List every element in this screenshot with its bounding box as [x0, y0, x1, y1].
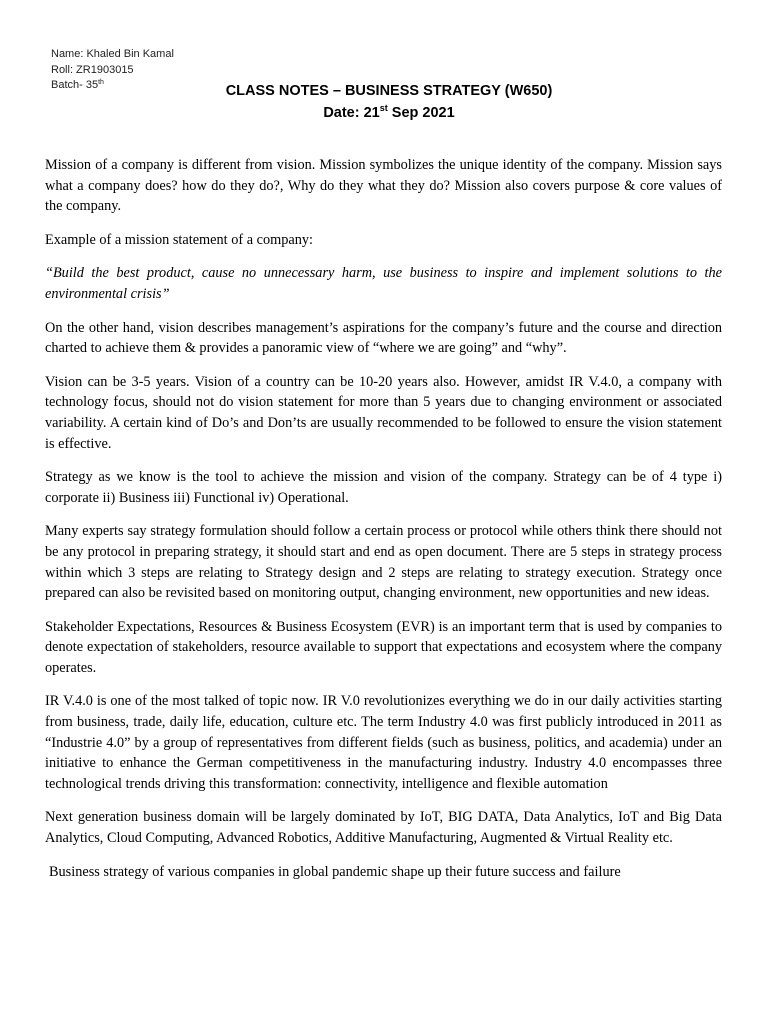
title-line: CLASS NOTES – BUSINESS STRATEGY (W650): [225, 83, 553, 99]
notes-body: [45, 155, 722, 895]
paragraph-vision: On the other hand, vision describes management’s aspirations for the company’s future and the course and direction charted to achieve them & provides a panoramic view of “where we are going” and “why”.: [45, 319, 722, 357]
date-prefix: Date: 21: [323, 105, 380, 121]
paragraph-evr: Stakeholder Expectations, Resources & Business Ecosystem (EVR) is an important term that is used by companies to denote expectation of stakeholders, resource available to support that expectations and ecosystem where the company operates.: [45, 618, 722, 676]
paragraph-industry-4: IR V.4.0 is one of the most talked of topic now. IR V.0 revolutionizes everything we do in our daily activities starting from business, trade, daily life, education, culture etc. The term Industry 4.0 was first publicly introduced in 2011 as “Industrie 4.0” by a group of representatives from different fields (such as business, politics, and academia) under an initiative to enhance the German competitiveness in the manufacturing industry. Industry 4.0 encompasses three technological trends driving this transformation: connectivity, intelligence and flexible automation: [45, 693, 722, 792]
paragraph-pandemic: Business strategy of various companies in global pandemic shape up their future success and failure: [49, 863, 621, 880]
paragraph-next-generation: Next generation business domain will be largely dominated by IoT, BIG DATA, Data Analytics, IoT and Big Data Analytics, Cloud Computing, Advanced Robotics, Additive Manufacturing, Augmented & Virtual Reality etc.: [45, 809, 722, 847]
mission-quote: “Build the best product, cause no unnecessary harm, use business to inspire and implement solutions to the environmental crisis”: [45, 265, 722, 302]
paragraph-strategy-process: Many experts say strategy formulation should follow a certain process or protocol while others think there should not be any protocol in preparing strategy, it should start and end as open document. There are 5 steps in strategy process within which 3 steps are relating to Strategy design and 2 steps are relating to strategy execution. Strategy once prepared can also be revisited based on monitoring output, changing environment, new opportunities and new ideas.: [45, 523, 722, 602]
batch-ordinal: th: [98, 79, 104, 86]
date-rest: Sep 2021: [387, 105, 455, 121]
paragraph-vision-duration: Vision can be 3-5 years. Vision of a country can be 10-20 years also. However, amidst IR V.4.0, a company with technology focus, should not do vision statement for more than 5 years due to changing environment or associated variability. A certain kind of Do’s and Don’ts are usually recommended to be followed to ensure the vision statement is effective.: [45, 373, 722, 452]
date-line: [0, 102, 768, 124]
paragraph-strategy: Strategy as we know is the tool to achieve the mission and vision of the company. Strategy can be of 4 type i) corporate ii) Business iii) Functional iv) Operational.: [45, 469, 722, 506]
paragraph-example-intro: Example of a mission statement of a company:: [45, 231, 313, 248]
student-name: Name: Khaled Bin Kamal: [51, 48, 174, 60]
batch-text: Batch- 35: [51, 79, 99, 91]
student-roll: Roll: ZR1903015: [51, 63, 134, 76]
document-title: [0, 80, 768, 124]
paragraph-mission: Mission of a company is different from vision. Mission symbolizes the unique identity of the company. Mission says what a company does? how do they do?, Why do they what they do? Mission also covers purpose & core values of the company.: [45, 157, 722, 215]
date-ordinal: st: [379, 103, 388, 113]
